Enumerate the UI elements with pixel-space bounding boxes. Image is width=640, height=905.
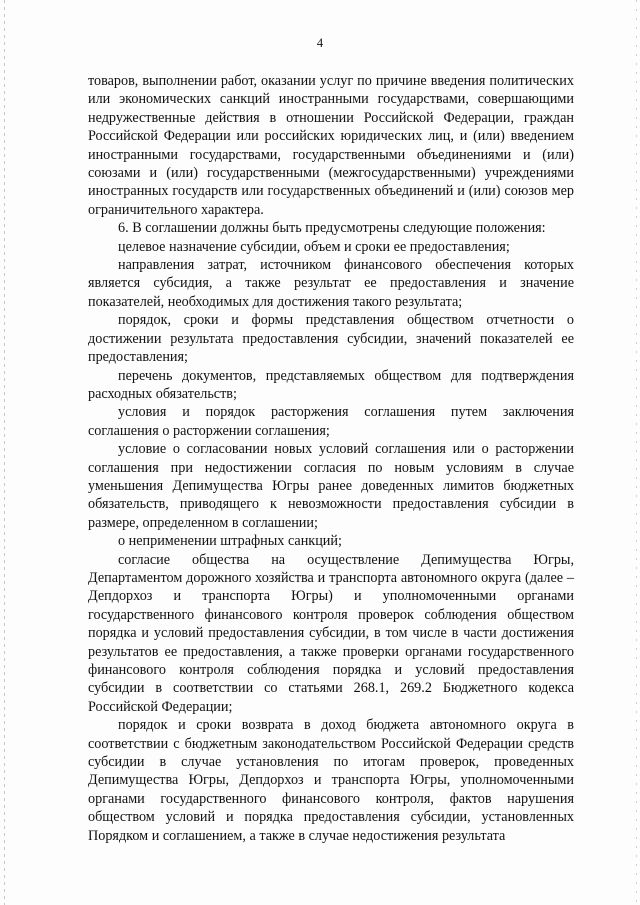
page-number: 4	[316, 36, 324, 50]
paragraph-consent-inspections: согласие общества на осуществление Депимущества Югры, Департаментом дорожного хозяйства и транспорта автономного округа (далее – Депдорхоз и транспорта Югры) и уполномоченными органами государственного финансового контроля проверок соблюдения обществом порядка и условий предоставления субсидии, в том числе в части достижения результатов ее предоставления, а также проверки органами государственного финансового контроля соблюдения порядка и условий предоставления субсидии в соответствии со статьями 268.1, 269.2 Бюджетного кодекса Российской Федерации;	[88, 551, 574, 715]
paragraph-reporting-procedure: порядок, сроки и формы представления обществом отчетности о достижении результата предоставления субсидии, значений показателей ее предоставления;	[88, 312, 574, 366]
paragraph-continuation: товаров, выполнении работ, оказании услуг по причине введения политических или экономических санкций иностранными государствами, совершающими недружественные действия в отношении Российской Федерации, граждан Российской Федерации или российских юридических лиц, и (или) введением иностранными государствами, государственными объединениями и (или) союзами и (или) государственными (межгосударственными) учреждениями иностранных государств или государственных объединений и (или) союзов мер ограничительного характера.	[88, 73, 574, 218]
paragraph-termination-terms: условия и порядок расторжения соглашения путем заключения соглашения о расторжении соглашения;	[88, 404, 574, 439]
paragraph-cost-directions: направления затрат, источником финансового обеспечения которых является субсидия, а также результат ее предоставления и значение показателей, необходимых для достижения такого результата;	[88, 257, 574, 310]
scan-edge-left	[4, 0, 5, 905]
paragraph-new-conditions: условие о согласовании новых условий соглашения или о расторжении соглашения при недостижении согласия по новым условиям в случае уменьшения Депимущества Югры ранее доведенных лимитов бюджетных обязательств, приводящего к невозможности предоставления субсидии в размере, определенном в соглашении;	[88, 441, 574, 531]
paragraph-section-6-heading: 6. В соглашении должны быть предусмотрены следующие положения:	[118, 220, 546, 237]
scan-edge-right	[636, 0, 637, 905]
paragraph-documents-list: перечень документов, представляемых обществом для подтверждения расходных обязательств;	[88, 367, 574, 402]
paragraph-target-purpose: целевое назначение субсидии, объем и сроки ее предоставления;	[118, 238, 510, 255]
document-body	[88, 72, 574, 845]
paragraph-refund-procedure: порядок и сроки возврата в доход бюджета автономного округа в соответствии с бюджетным законодательством Российской Федерации средств субсидии в случае установления по итогам проверок, проведенных Депимущества Югры, Депдорхоз и транспорта Югры, уполномоченными органами государственного финансового контроля, фактов нарушения обществом условий и порядка предоставления субсидии, установленных Порядком и соглашением, а также в случае недостижения результата	[88, 717, 574, 844]
paragraph-no-penalties: о неприменении штрафных санкций;	[118, 533, 342, 550]
